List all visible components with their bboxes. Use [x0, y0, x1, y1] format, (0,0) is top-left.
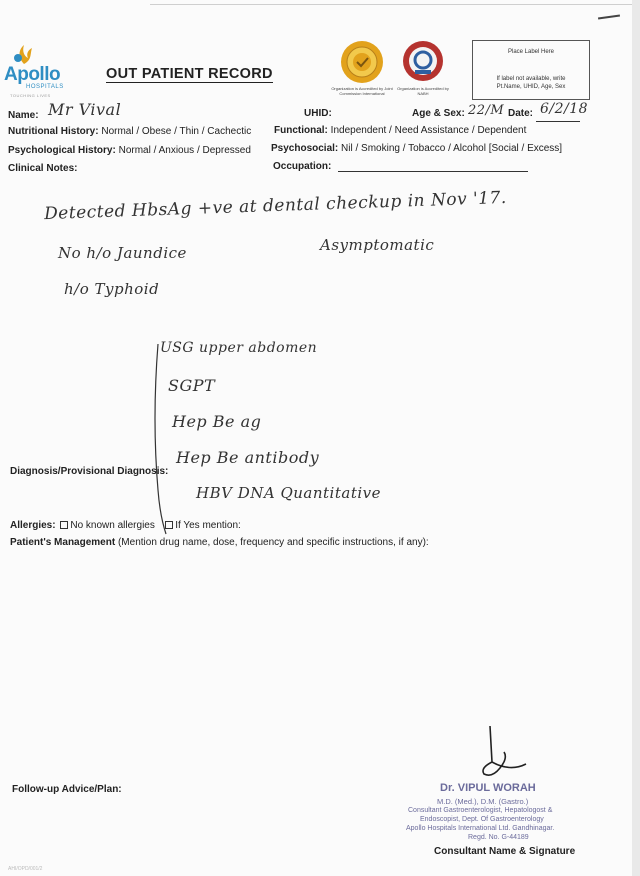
top-border-line [150, 4, 632, 5]
doctor-title-2: Endoscopist, Dept. Of Gastroenterology [420, 816, 544, 823]
investigation-3: Hep Be ag [172, 412, 262, 431]
allergies-label: Allergies: [10, 520, 56, 531]
handwritten-note-3: Asymptomatic [320, 236, 435, 254]
investigation-5: HBV DNA Quantitative [196, 484, 381, 502]
investigations-bracket [144, 340, 184, 540]
date-value: 6/2/18 [540, 101, 589, 117]
psychological-label: Psychological History: [8, 145, 116, 156]
functional-label: Functional: [274, 125, 328, 136]
consultant-signature-label: Consultant Name & Signature [434, 846, 576, 857]
handwritten-note-2: No h/o Jaundice [58, 244, 187, 262]
doctor-title-3: Apollo Hospitals International Ltd. Gandhinagar. [406, 825, 555, 832]
date-label: Date: [508, 108, 534, 119]
handwritten-note-4: h/o Typhoid [64, 280, 160, 298]
label-box-line-1: If label not available, write [496, 76, 566, 82]
management-hint: (Mention drug name, dose, frequency and specific instructions, if any): [117, 537, 429, 548]
doctor-title-1: Consultant Gastroenterologist, Hepatologost & [408, 807, 553, 814]
nabh-caption: Organization is Accredited by NABH [397, 86, 449, 96]
psychosocial-status [271, 143, 562, 154]
brand-tagline: TOUCHING LIVES [10, 93, 51, 98]
allergies-row [10, 520, 241, 531]
occupation-label: Occupation: [273, 161, 332, 172]
label-box-instructions [473, 75, 589, 91]
jci-seal-icon [340, 40, 384, 84]
occupation-underline [338, 171, 528, 172]
doctor-regd: Regd. No. G-44189 [468, 834, 529, 841]
psychosocial-label: Psychosocial: [271, 143, 339, 154]
yes-allergies-label: If Yes mention: [175, 520, 241, 531]
doctor-name: Dr. VIPUL WORAH [440, 782, 536, 794]
age-sex-label: Age & Sex: [412, 108, 465, 119]
nutritional-options: Normal / Obese / Thin / Cachectic [101, 126, 252, 137]
apollo-logo [4, 44, 72, 102]
clinical-notes-label: Clinical Notes: [8, 163, 78, 174]
psychosocial-options: Nil / Smoking / Tobacco / Alcohol [Social / Excess] [341, 143, 563, 154]
handwritten-note-1: Detected HbsAg +ve at dental checkup in Nov '17. [43, 187, 508, 225]
nabh-seal-icon [402, 40, 444, 82]
management-label: Patient's Management [10, 537, 116, 548]
psychological-options: Normal / Anxious / Depressed [118, 145, 251, 156]
investigation-2: SGPT [168, 376, 216, 395]
apollo-flame-icon [10, 44, 40, 66]
date-underline [536, 121, 580, 122]
yes-allergies-checkbox[interactable] [165, 521, 173, 529]
doctor-degree: M.D. (Med.), D.M. (Gastro.) [437, 797, 529, 806]
psychological-history [8, 145, 251, 156]
uhid-label: UHID: [304, 108, 332, 119]
functional-status [274, 125, 526, 136]
corner-pen-mark [598, 14, 620, 19]
jci-caption: Organization is Accredited by Joint Commission International [331, 86, 393, 96]
brand-sub: HOSPITALS [26, 84, 64, 90]
no-allergies-label: No known allergies [70, 520, 155, 531]
label-box-title: Place Label Here [507, 49, 555, 55]
diagnosis-label: Diagnosis/Provisional Diagnosis: [10, 466, 169, 477]
brand-name: Apollo [4, 64, 61, 85]
investigation-4: Hep Be antibody [176, 448, 320, 467]
no-allergies-checkbox[interactable] [60, 521, 68, 529]
investigation-1: USG upper abdomen [160, 340, 318, 356]
page-title: OUT PATIENT RECORD [106, 66, 273, 82]
label-box-line-2: Pt.Name, UHID, Age, Sex [496, 84, 566, 90]
management-row [10, 537, 429, 548]
follow-up-label: Follow-up Advice/Plan: [12, 784, 122, 795]
nutritional-label: Nutritional History: [8, 126, 99, 137]
age-sex-value: 22/M [468, 103, 505, 118]
functional-options: Independent / Need Assistance / Dependent [330, 125, 527, 136]
name-value: Mr Vival [48, 100, 122, 119]
name-label: Name: [8, 110, 39, 121]
doctor-signature [470, 722, 530, 782]
patient-label-box [472, 40, 590, 100]
nutritional-history [8, 126, 251, 137]
form-code: AHI/OPD/001/2 [8, 866, 43, 872]
